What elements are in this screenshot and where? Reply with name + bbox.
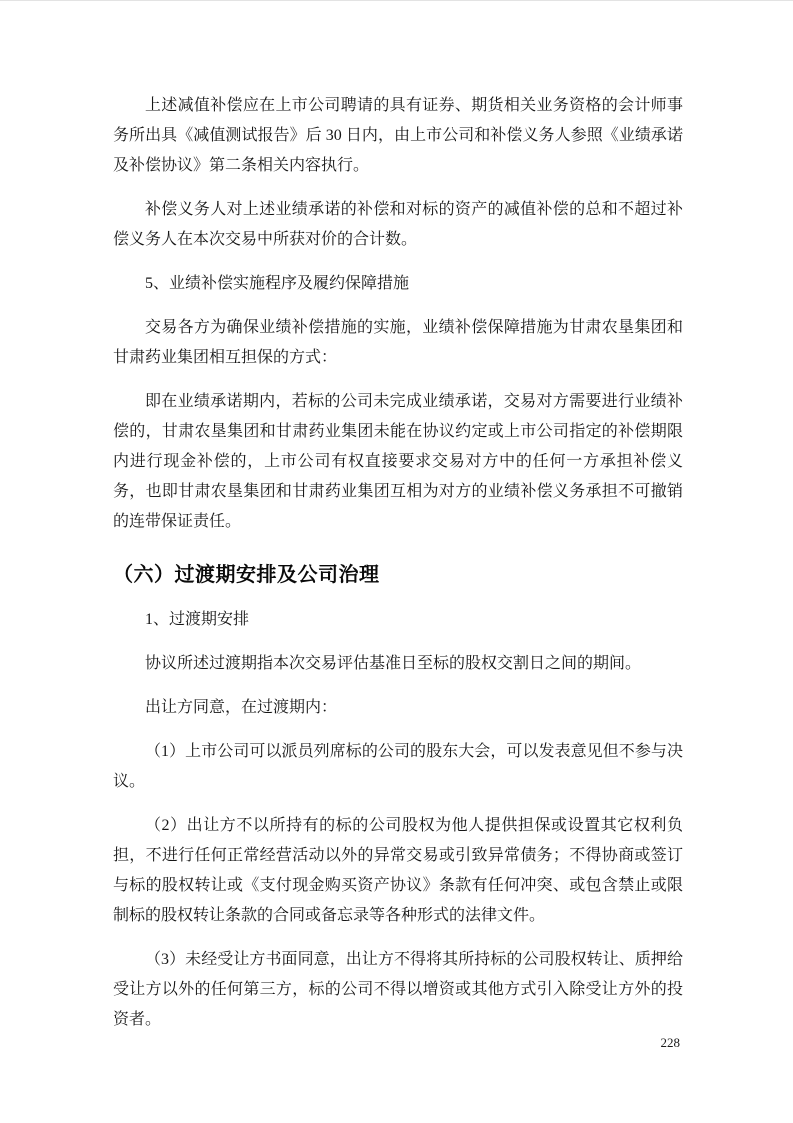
paragraph-compensation-cap: 补偿义务人对上述业绩承诺的补偿和对标的资产的减值补偿的总和不超过补偿义务人在本次交易中所获对价的合计数。 bbox=[113, 201, 683, 248]
document-content bbox=[113, 91, 683, 1049]
page-number: 228 bbox=[660, 1035, 680, 1050]
heading-transition-arrangement: 1、过渡期安排 bbox=[145, 611, 250, 628]
paragraph-mutual-guarantee-detail: 即在业绩承诺期内，若标的公司未完成业绩承诺，交易对方需要进行业绩补偿的，甘肃农垦集团和甘肃药业集团未能在协议约定或上市公司指定的补偿期限内进行现金补偿的，上市公司有权直接要求交易对方中的任何一方承担补偿义务，也即甘肃农垦集团和甘肃药业集团互相为对方的业绩补偿义务承担不可撤销的连带保证责任。 bbox=[113, 393, 683, 530]
paragraph-impairment-compensation-execution: 上述减值补偿应在上市公司聘请的具有证券、期货相关业务资格的会计师事务所出具《减值测试报告》后 30 日内，由上市公司和补偿义务人参照《业绩承诺及补偿协议》第二条相关内容执行。 bbox=[113, 97, 683, 174]
heading-transition-period-governance: （六）过渡期安排及公司治理 bbox=[113, 564, 380, 586]
paragraph-clause-2: （2）出让方不以所持有的标的公司股权为他人提供担保或设置其它权利负担，不进行任何正常经营活动以外的异常交易或引致异常债务；不得协商或签订与标的股权转让或《支付现金购买资产协议》条款有任何冲突、或包含禁止或限制标的股权转让条款的合同或备忘录等各种形式的法律文件。 bbox=[113, 817, 683, 924]
paragraph-mutual-guarantee-intro: 交易各方为确保业绩补偿措施的实施，业绩补偿保障措施为甘肃农垦集团和甘肃药业集团相互担保的方式： bbox=[113, 319, 683, 366]
paragraph-clause-3: （3）未经受让方书面同意，出让方不得将其所持标的公司股权转让、质押给受让方以外的任何第三方，标的公司不得以增资或其他方式引入除受让方外的投资者。 bbox=[113, 951, 683, 1028]
heading-compensation-procedure: 5、业绩补偿实施程序及履约保障措施 bbox=[145, 275, 410, 292]
paragraph-clause-1: （1）上市公司可以派员列席标的公司的股东大会，可以发表意见但不参与决议。 bbox=[113, 743, 683, 790]
paragraph-transferor-agreement-intro: 出让方同意，在过渡期内： bbox=[145, 699, 338, 716]
paragraph-transition-definition: 协议所述过渡期指本次交易评估基准日至标的股权交割日之间的期间。 bbox=[145, 655, 642, 672]
